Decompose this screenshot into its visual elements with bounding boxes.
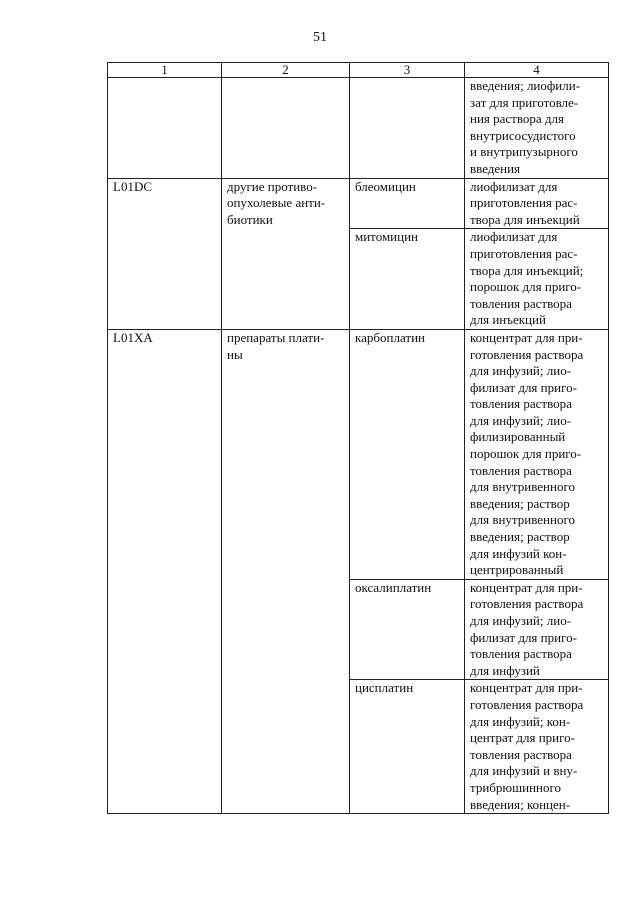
table-row <box>108 178 609 229</box>
group-cell <box>222 78 350 179</box>
dosage-form-cell: лиофилизат для приготовления рас- твора для инъекций <box>465 178 609 229</box>
drug-name-cell: карбоплатин <box>350 329 465 579</box>
column-header: 1 <box>108 63 222 78</box>
dosage-form-cell: концентрат для при- готовления раствора для инфузий; лио- филизат для приго- товления раствора для инфузий; лио- филизированный порошок для приго- товления раствора для внутривенного введения; раствор для внутривенного введения; раствор для инфузий кон- центрированный <box>465 329 609 579</box>
drug-name-cell: митомицин <box>350 229 465 330</box>
code-cell: L01XA <box>108 329 222 813</box>
group-cell: препараты плати- ны <box>222 329 350 813</box>
column-header: 4 <box>465 63 609 78</box>
drug-table <box>107 62 609 814</box>
column-header: 2 <box>222 63 350 78</box>
page-number: 51 <box>313 30 327 45</box>
dosage-form-cell: концентрат для при- готовления раствора для инфузий; лио- филизат для приго- товления раствора для инфузий <box>465 579 609 680</box>
code-cell <box>108 78 222 179</box>
dosage-form-cell: введения; лиофили- зат для приготовле- ния раствора для внутрисосудистого и внутрипузырного введения <box>465 78 609 179</box>
code-cell: L01DC <box>108 178 222 329</box>
dosage-form-cell: концентрат для при- готовления раствора для инфузий; кон- центрат для приго- товления раствора для инфузий и вну- трибрюшинного введения; концен- <box>465 680 609 814</box>
column-header: 3 <box>350 63 465 78</box>
table-header-row <box>108 63 609 78</box>
group-cell: другие противо- опухолевые анти- биотики <box>222 178 350 329</box>
drug-name-cell: оксалиплатин <box>350 579 465 680</box>
drug-name-cell: цисплатин <box>350 680 465 814</box>
table-row <box>108 78 609 179</box>
table-row <box>108 329 609 579</box>
drug-name-cell: блеомицин <box>350 178 465 229</box>
dosage-form-cell: лиофилизат для приготовления рас- твора для инъекций; порошок для приго- товления раствора для инъекций <box>465 229 609 330</box>
drug-name-cell <box>350 78 465 179</box>
